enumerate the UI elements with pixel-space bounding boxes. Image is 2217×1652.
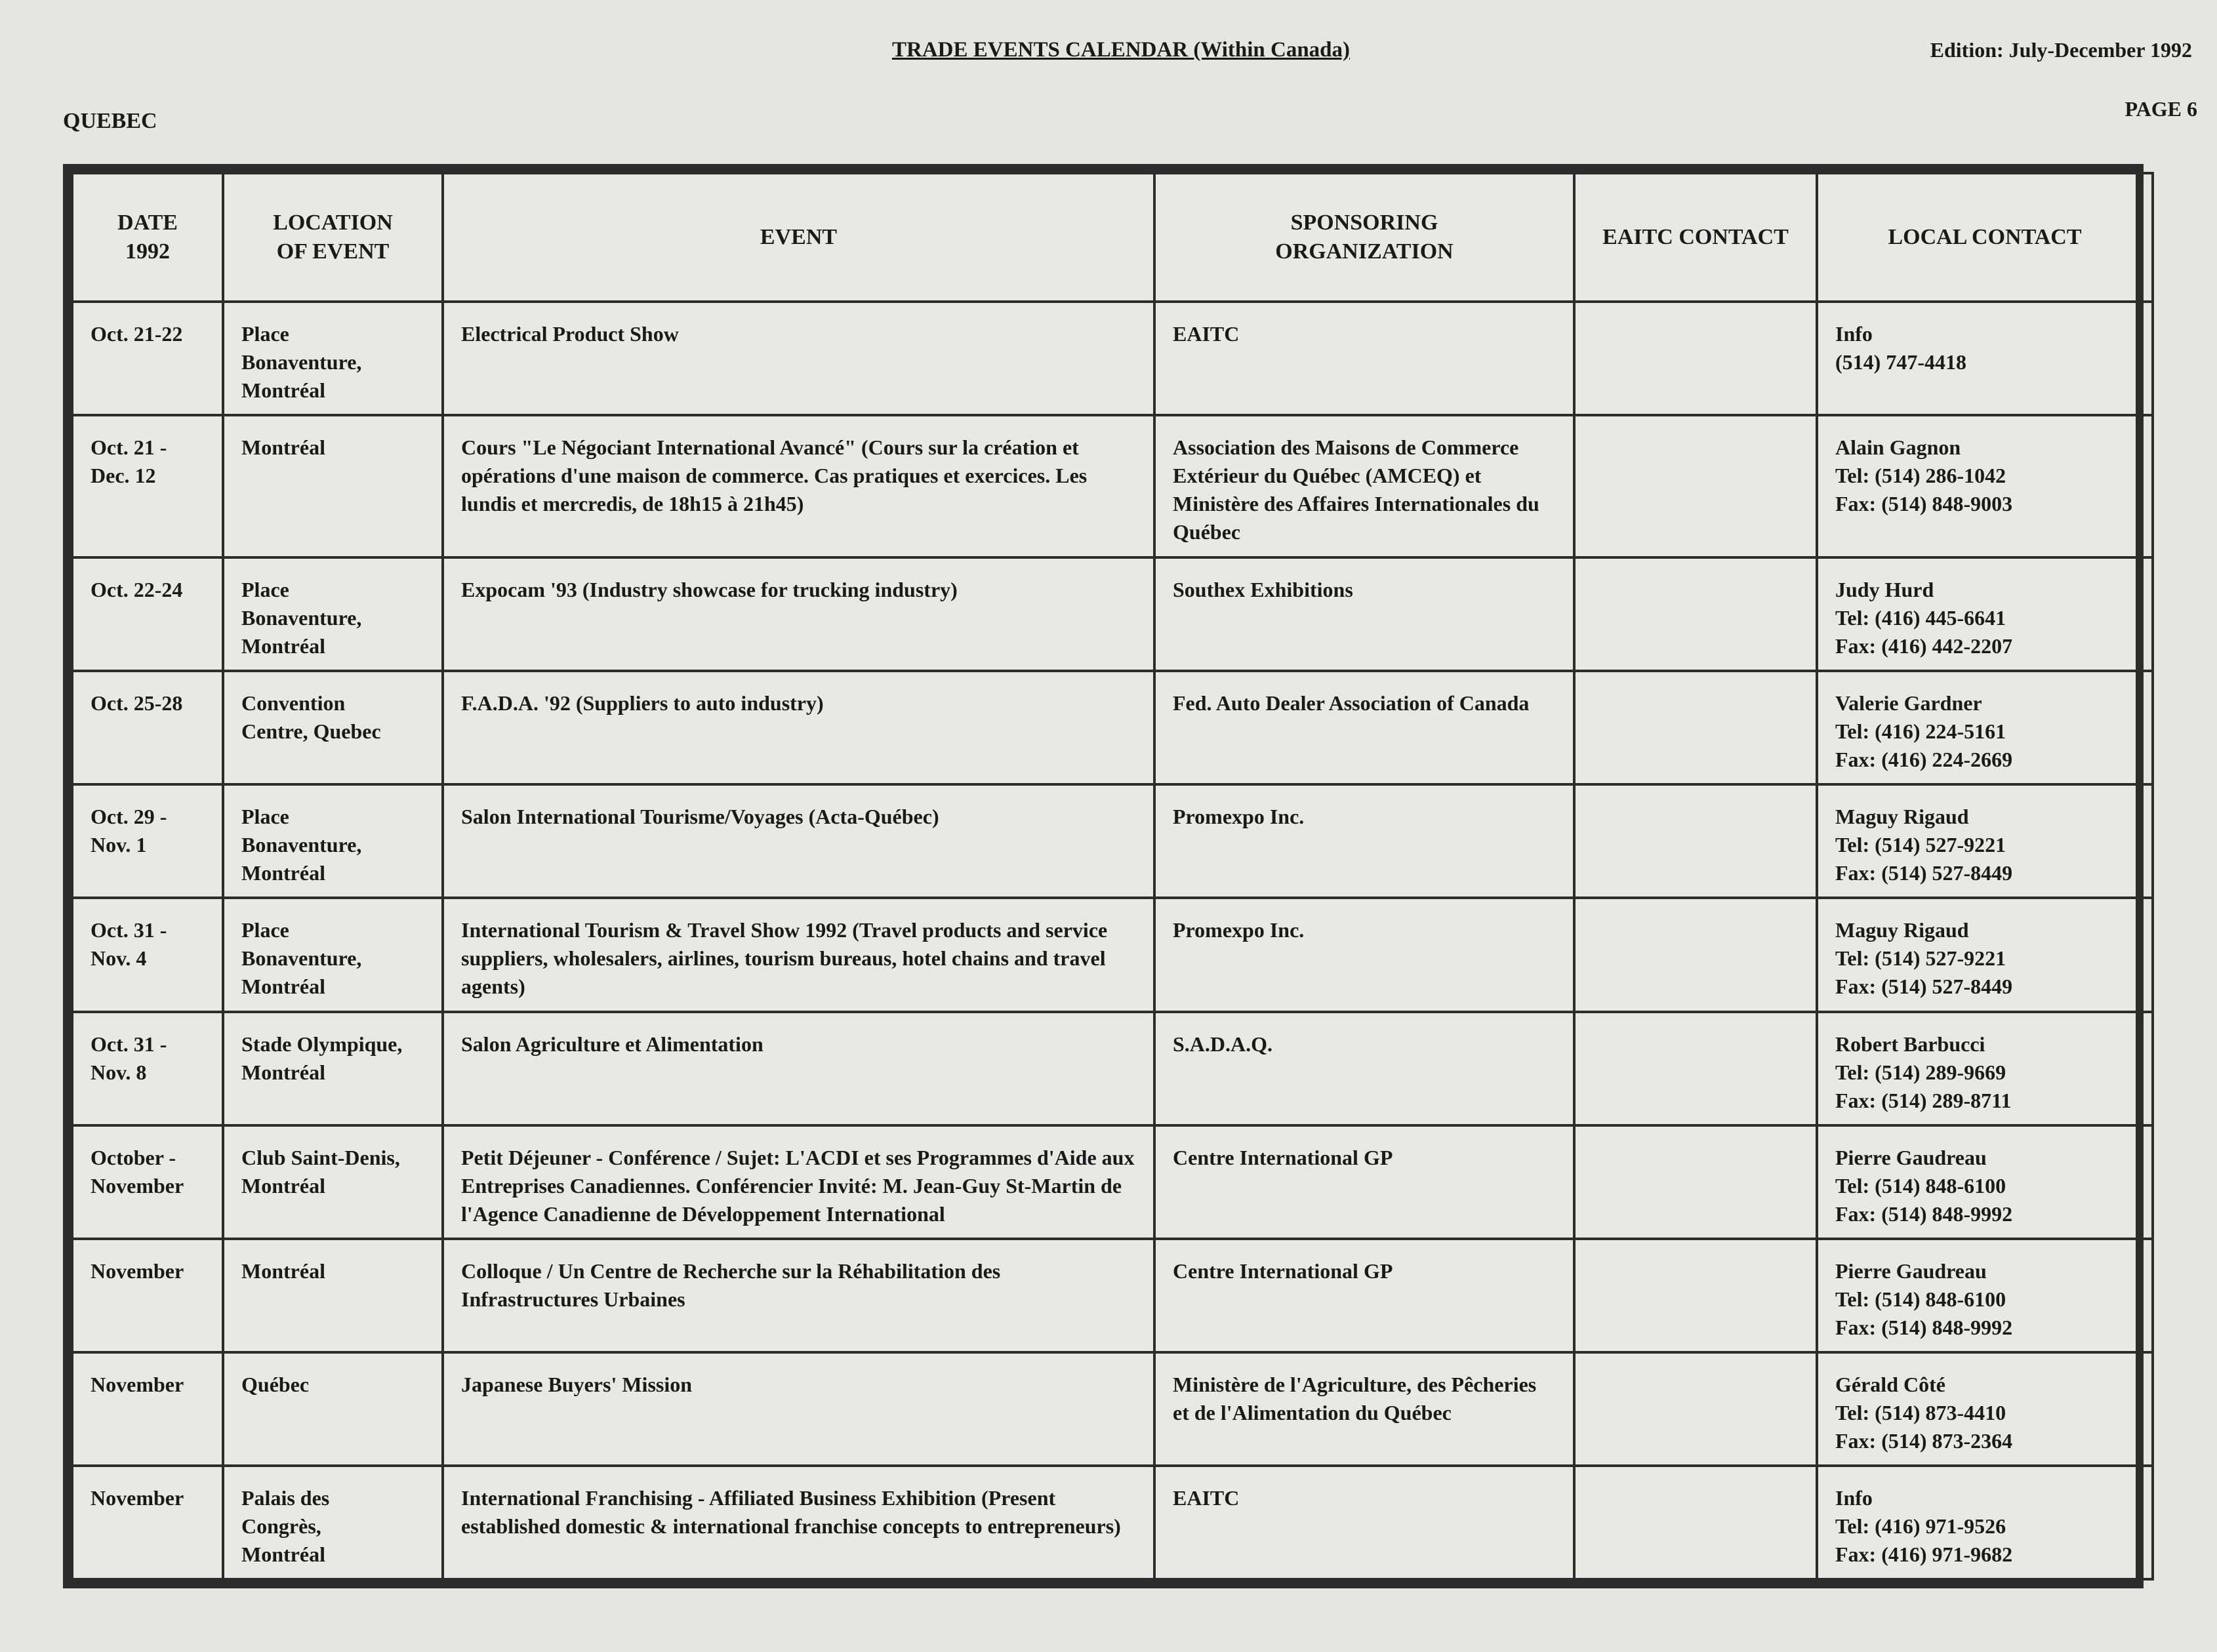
cell-event: International Franchising - Affiliated Business Exhibition (Present established domestic & international franchise concepts to entrepreneurs) [443, 1466, 1154, 1579]
cell-local-contact: Pierre Gaudreau Tel: (514) 848-6100 Fax: (514) 848-9992 [1817, 1239, 2153, 1352]
cell-location: Club Saint-Denis, Montréal [223, 1125, 443, 1239]
cell-location: Place Bonaventure, Montréal [223, 784, 443, 898]
cell-sponsor: Promexpo Inc. [1154, 898, 1574, 1011]
table-row [72, 557, 2153, 671]
cell-eaitc-contact [1574, 557, 1817, 671]
cell-date: Oct. 21-22 [72, 302, 223, 415]
cell-sponsor: Association des Maisons de Commerce Extérieur du Québec (AMCEQ) et Ministère des Affaires Internationales du Québec [1154, 415, 1574, 557]
cell-eaitc-contact [1574, 898, 1817, 1011]
cell-local-contact: Maguy Rigaud Tel: (514) 527-9221 Fax: (514) 527-8449 [1817, 784, 2153, 898]
cell-event: Salon Agriculture et Alimentation [443, 1012, 1154, 1125]
column-header-location: LOCATION OF EVENT [223, 173, 443, 302]
cell-location: Palais des Congrès, Montréal [223, 1466, 443, 1579]
table-row [72, 302, 2153, 415]
column-header-sponsor: SPONSORING ORGANIZATION [1154, 173, 1574, 302]
cell-eaitc-contact [1574, 1352, 1817, 1466]
table-body [72, 302, 2153, 1579]
table-row [72, 1125, 2153, 1239]
cell-event: Electrical Product Show [443, 302, 1154, 415]
table-row [72, 1012, 2153, 1125]
events-table-frame [63, 164, 2144, 1588]
cell-event: Japanese Buyers' Mission [443, 1352, 1154, 1466]
cell-date: Oct. 21 - Dec. 12 [72, 415, 223, 557]
cell-sponsor: Centre International GP [1154, 1125, 1574, 1239]
cell-local-contact: Pierre Gaudreau Tel: (514) 848-6100 Fax: (514) 848-9992 [1817, 1125, 2153, 1239]
cell-local-contact: Valerie Gardner Tel: (416) 224-5161 Fax: (416) 224-2669 [1817, 671, 2153, 784]
cell-eaitc-contact [1574, 1466, 1817, 1579]
cell-sponsor: Fed. Auto Dealer Association of Canada [1154, 671, 1574, 784]
table-row [72, 898, 2153, 1011]
table-row [72, 1239, 2153, 1352]
table-row [72, 1466, 2153, 1579]
cell-date: Oct. 25-28 [72, 671, 223, 784]
cell-local-contact: Robert Barbucci Tel: (514) 289-9669 Fax: (514) 289-8711 [1817, 1012, 2153, 1125]
cell-event: Petit Déjeuner - Conférence / Sujet: L'ACDI et ses Programmes d'Aide aux Entreprises Canadiennes. Conférencier Invité: M. Jean-Guy St-Martin de l'Agence Canadienne de Développement International [443, 1125, 1154, 1239]
cell-eaitc-contact [1574, 415, 1817, 557]
cell-local-contact: Alain Gagnon Tel: (514) 286-1042 Fax: (514) 848-9003 [1817, 415, 2153, 557]
cell-date: November [72, 1466, 223, 1579]
table-row [72, 1352, 2153, 1466]
cell-local-contact: Judy Hurd Tel: (416) 445-6641 Fax: (416) 442-2207 [1817, 557, 2153, 671]
cell-local-contact: Gérald Côté Tel: (514) 873-4410 Fax: (514) 873-2364 [1817, 1352, 2153, 1466]
edition-label: Edition: July-December 1992 [1930, 38, 2192, 62]
cell-sponsor: Centre International GP [1154, 1239, 1574, 1352]
cell-date: October - November [72, 1125, 223, 1239]
cell-date: Oct. 22-24 [72, 557, 223, 671]
cell-location: Stade Olympique, Montréal [223, 1012, 443, 1125]
cell-location: Place Bonaventure, Montréal [223, 302, 443, 415]
table-row [72, 784, 2153, 898]
cell-date: Oct. 31 - Nov. 8 [72, 1012, 223, 1125]
cell-event: Colloque / Un Centre de Recherche sur la Réhabilitation des Infrastructures Urbaines [443, 1239, 1154, 1352]
column-header-date: DATE 1992 [72, 173, 223, 302]
cell-local-contact: Info (514) 747-4418 [1817, 302, 2153, 415]
cell-date: Oct. 29 - Nov. 1 [72, 784, 223, 898]
cell-date: November [72, 1352, 223, 1466]
cell-eaitc-contact [1574, 302, 1817, 415]
cell-eaitc-contact [1574, 671, 1817, 784]
table-header-row [72, 173, 2153, 302]
cell-location: Place Bonaventure, Montréal [223, 557, 443, 671]
cell-date: November [72, 1239, 223, 1352]
column-header-event: EVENT [443, 173, 1154, 302]
cell-event: Salon International Tourisme/Voyages (Acta-Québec) [443, 784, 1154, 898]
page-number: PAGE 6 [2125, 97, 2197, 121]
cell-date: Oct. 31 - Nov. 4 [72, 898, 223, 1011]
table-row [72, 671, 2153, 784]
cell-location: Montréal [223, 415, 443, 557]
cell-location: Place Bonaventure, Montréal [223, 898, 443, 1011]
cell-event: F.A.D.A. '92 (Suppliers to auto industry) [443, 671, 1154, 784]
cell-event: Expocam '93 (Industry showcase for trucking industry) [443, 557, 1154, 671]
region-label: QUEBEC [63, 109, 157, 133]
events-table [71, 172, 2154, 1581]
cell-eaitc-contact [1574, 1012, 1817, 1125]
cell-location: Québec [223, 1352, 443, 1466]
cell-eaitc-contact [1574, 1239, 1817, 1352]
cell-sponsor: Promexpo Inc. [1154, 784, 1574, 898]
cell-eaitc-contact [1574, 1125, 1817, 1239]
cell-sponsor: Ministère de l'Agriculture, des Pêcheries et de l'Alimentation du Québec [1154, 1352, 1574, 1466]
cell-sponsor: EAITC [1154, 302, 1574, 415]
cell-location: Montréal [223, 1239, 443, 1352]
cell-sponsor: EAITC [1154, 1466, 1574, 1579]
cell-event: International Tourism & Travel Show 1992 (Travel products and service suppliers, wholesalers, airlines, tourism bureaus, hotel chains and travel agents) [443, 898, 1154, 1011]
table-row [72, 415, 2153, 557]
cell-sponsor: Southex Exhibitions [1154, 557, 1574, 671]
column-header-local-contact: LOCAL CONTACT [1817, 173, 2153, 302]
cell-sponsor: S.A.D.A.Q. [1154, 1012, 1574, 1125]
cell-local-contact: Info Tel: (416) 971-9526 Fax: (416) 971-9682 [1817, 1466, 2153, 1579]
cell-location: Convention Centre, Quebec [223, 671, 443, 784]
cell-eaitc-contact [1574, 784, 1817, 898]
document-title: TRADE EVENTS CALENDAR (Within Canada) [892, 38, 1351, 62]
column-header-eaitc-contact: EAITC CONTACT [1574, 173, 1817, 302]
cell-local-contact: Maguy Rigaud Tel: (514) 527-9221 Fax: (514) 527-8449 [1817, 898, 2153, 1011]
cell-event: Cours "Le Négociant International Avancé" (Cours sur la création et opérations d'une maison de commerce. Cas pratiques et exercices. Les lundis et mercredis, de 18h15 à 21h45) [443, 415, 1154, 557]
